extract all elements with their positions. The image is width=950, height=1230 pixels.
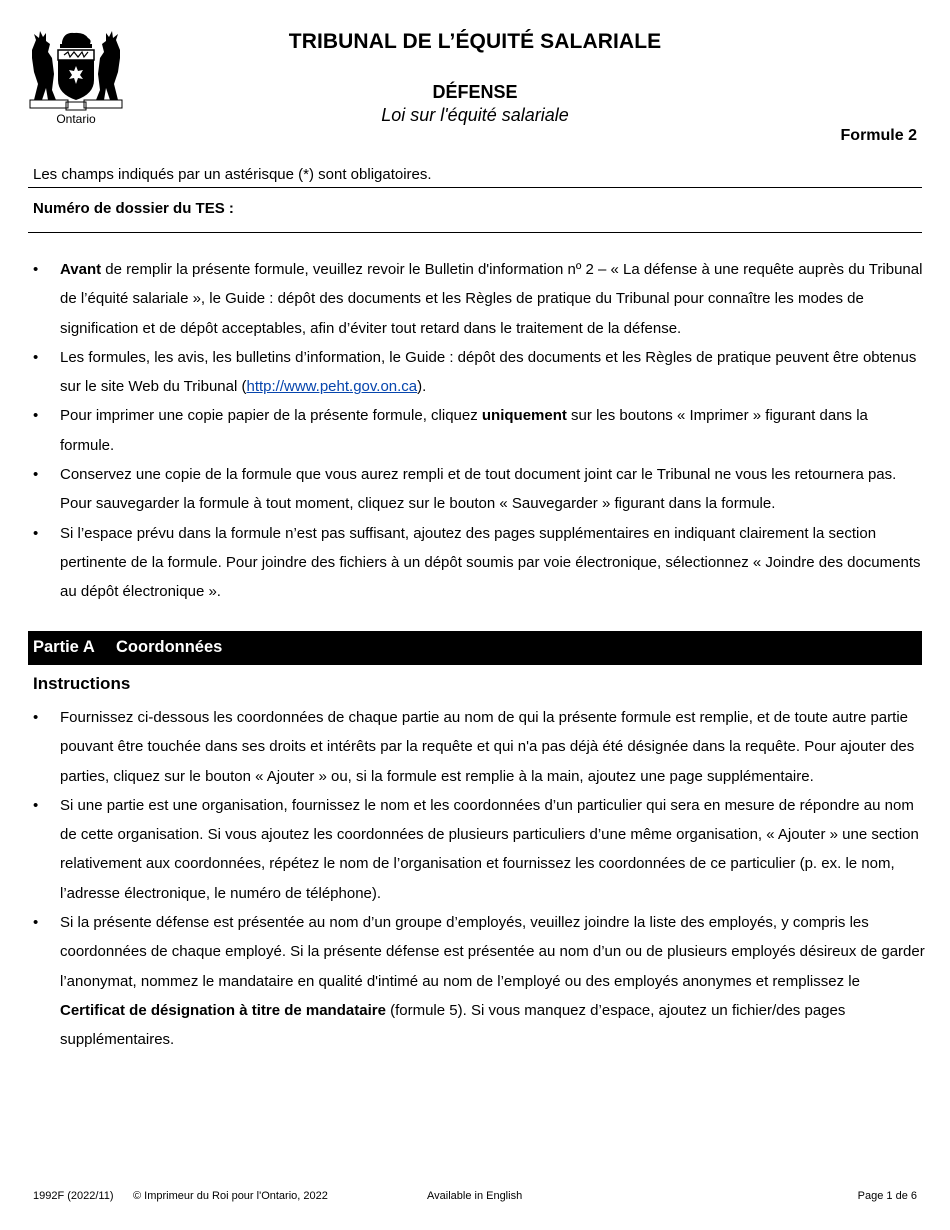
list-item-text: Si une partie est une organisation, fournissez le nom et les coordonnées d’un particulier qui sera en mesure de répondre au nom de cette organisation. Si vous ajoutez les coordonnées de plusieurs particuliers d’une même organisation, « Ajouter » une section relativement aux coordonnées, répétez le nom de l’organisation et fournissez les coordonnées de ce particulier (p. ex. le nom, l’adresse électronique, le numéro de téléphone). <box>60 796 919 902</box>
list-item <box>33 703 925 791</box>
bullet-icon: • <box>33 709 39 726</box>
form-subtitle: Loi sur l'équité salariale <box>381 105 569 125</box>
bullet-icon: • <box>33 914 39 932</box>
list-item-text: de remplir la présente formule, veuillez revoir le Bulletin d'information nº 2 – « La défense à une requête auprès du Tribunal de l’équité salariale », le Guide : dépôt des documents et les Règles de pratique du Tribunal pour connaître les modes de signification et de dépôt acceptables, afin d’éviter tout retard dans le traitement de la défense. <box>60 261 923 337</box>
list-item-text: Conservez une copie de la formule que vous aurez rempli et de tout document joint car le Tribunal ne vous les retournera pas. Pour sauvegarder la formule à tout moment, cliquez sur le bouton « Sauvegarder » figurant dans la formule. <box>60 466 897 513</box>
part-a-header <box>28 631 922 665</box>
language-note: Available in English <box>427 1190 523 1202</box>
divider <box>28 187 922 188</box>
copyright-notice: © Imprimeur du Roi pour l'Ontario, 2022 <box>133 1190 328 1202</box>
bullet-icon: • <box>33 796 39 814</box>
intro-instructions-list <box>33 255 925 607</box>
list-item <box>33 519 925 607</box>
bullet-icon: • <box>33 348 39 366</box>
list-item-text: (formule 5). Si vous manquez d’espace, ajoutez un fichier/des pages supplémentaires. <box>60 1001 846 1049</box>
bold-emphasis: uniquement <box>481 407 567 425</box>
list-item <box>33 908 925 1054</box>
jurisdiction-label: Ontario <box>56 112 96 126</box>
list-item-text: Fournissez ci-dessous les coordonnées de chaque partie au nom de qui la présente formule est remplie, et de toute autre partie pouvant être touchée dans ses droits et intérêts par la requête et qui n'a pas déjà été désignée dans la requête. Pour ajouter des parties, cliquez sur le bouton « Ajouter » ou, si la formule est remplie à la main, ajoutez une page supplémentaire. <box>60 709 915 785</box>
form-code: 1992F (2022/11) <box>33 1190 114 1202</box>
page-number: Page 1 de 6 <box>857 1190 917 1202</box>
file-number-label: Numéro de dossier du TES : <box>33 200 234 217</box>
list-item-text: Pour imprimer une copie papier de la présente formule, cliquez <box>60 407 482 425</box>
divider <box>28 232 922 233</box>
part-label: Partie A <box>33 638 95 656</box>
list-item <box>33 401 925 460</box>
required-fields-note: Les champs indiqués par un astérisque (*) sont obligatoires. <box>33 166 432 183</box>
form-title: DÉFENSE <box>432 82 518 102</box>
bullet-icon: • <box>33 407 39 425</box>
part-a-instructions-list <box>33 703 925 1055</box>
instructions-heading: Instructions <box>33 674 131 693</box>
bold-lead: Avant <box>60 261 102 278</box>
bullet-icon: • <box>33 524 39 542</box>
list-item-text: Si la présente défense est présentée au nom d’un groupe d’employés, veuillez joindre la liste des employés, y compris les coordonnées de chaque employé. Si la présente défense est présentée au nom d’un ou de plusieurs employés désireux de garder l’anonymat, nommez le mandataire en qualité d'intimé au nom de l’employé ou des employés anonymes et remplissez le <box>60 914 925 990</box>
list-item <box>33 791 925 908</box>
tribunal-title: TRIBUNAL DE L’ÉQUITÉ SALARIALE <box>288 30 662 53</box>
list-item <box>33 343 925 402</box>
part-title: Coordonnées <box>116 638 223 656</box>
list-item-text: Les formules, les avis, les bulletins d’information, le Guide : dépôt des documents et les Règles de pratique peuvent être obtenus sur le site Web du Tribunal ( <box>60 348 917 396</box>
list-item <box>33 460 925 519</box>
list-item-text: ). <box>417 378 427 396</box>
list-item <box>33 255 925 343</box>
tribunal-website-link[interactable]: http://www.peht.gov.on.ca <box>246 378 418 396</box>
bold-emphasis: Certificat de désignation à titre de mandataire <box>60 1001 386 1019</box>
list-item-text: sur les boutons « Imprimer » figurant dans la formule. <box>60 407 868 454</box>
list-item-text: Si l’espace prévu dans la formule n’est pas suffisant, ajoutez des pages supplémentaires en indiquant clairement la section pertinente de la formule. Pour joindre des fichiers à un dépôt soumis par voie électronique, sélectionnez « Joindre des documents au dépôt électronique ». <box>60 524 921 601</box>
form-number: Formule 2 <box>840 127 917 144</box>
bullet-icon: • <box>33 261 39 278</box>
bullet-icon: • <box>33 466 39 484</box>
